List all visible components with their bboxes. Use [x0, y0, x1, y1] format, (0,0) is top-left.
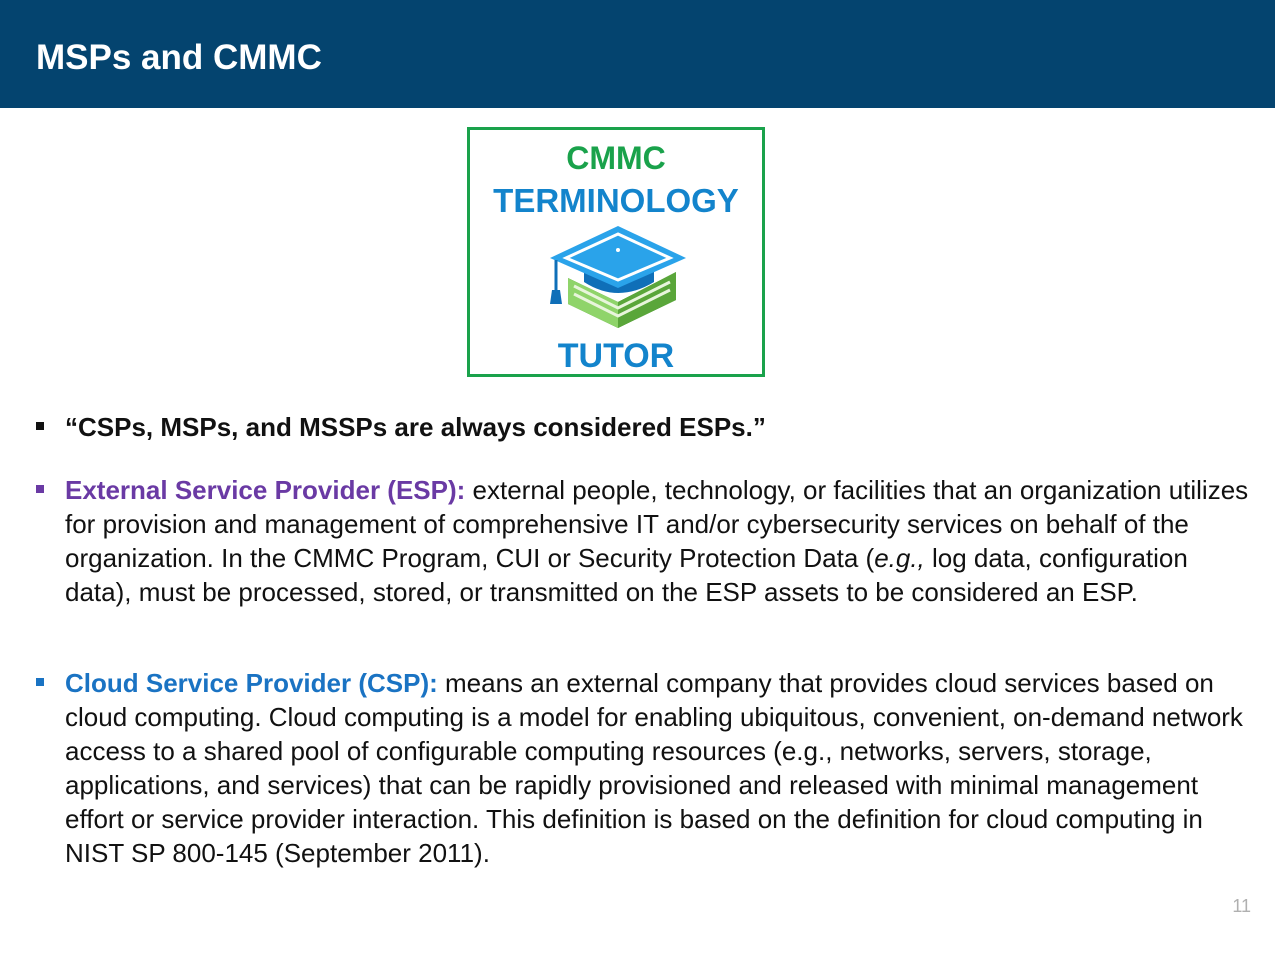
esp-term: External Service Provider (ESP):	[65, 475, 466, 505]
bullet-square-icon	[36, 678, 44, 686]
bullet-square-icon	[36, 422, 44, 430]
slide-title: MSPs and CMMC	[36, 38, 322, 77]
csp-term: Cloud Service Provider (CSP):	[65, 668, 438, 698]
page-number: 11	[1232, 896, 1251, 916]
csp-definition-text	[65, 666, 1255, 870]
bullet-square-icon	[36, 485, 44, 493]
esp-text-b: log data, configuration data), must be processed, stored, or transmitted on the ESP assets to be considered an ESP.	[65, 543, 1188, 607]
logo-text-tutor: TUTOR	[557, 337, 675, 375]
logo-text-cmmc: CMMC	[566, 140, 666, 176]
graduation-cap-book-icon	[546, 220, 690, 332]
esp-text-a: external people, technology, or facilities that an organization utilizes for provision and management of comprehensive IT and/or cybersecurity services on behalf of the organization. In the CMMC Program, CUI or Security Protection Data (	[65, 475, 1249, 573]
slide-header	[0, 0, 1275, 108]
cmmc-terminology-tutor-logo	[467, 127, 765, 377]
quote-text: “CSPs, MSPs, and MSSPs are always considered ESPs.”	[65, 412, 766, 442]
esp-definition-text	[65, 473, 1255, 609]
esp-text-italic: e.g.,	[874, 543, 925, 573]
csp-text: means an external company that provides cloud services based on cloud computing. Cloud computing is a model for enabling ubiquitous, convenient, on-demand network access to a shared pool of configurable computing resources (e.g., networks, servers, storage, applications, and services) that can be rapidly provisioned and released with minimal management effort or service provider interaction. This definition is based on the definition for cloud computing in NIST SP 800-145 (September 2011).	[65, 668, 1243, 868]
logo-text-terminology: TERMINOLOGY	[493, 182, 739, 219]
